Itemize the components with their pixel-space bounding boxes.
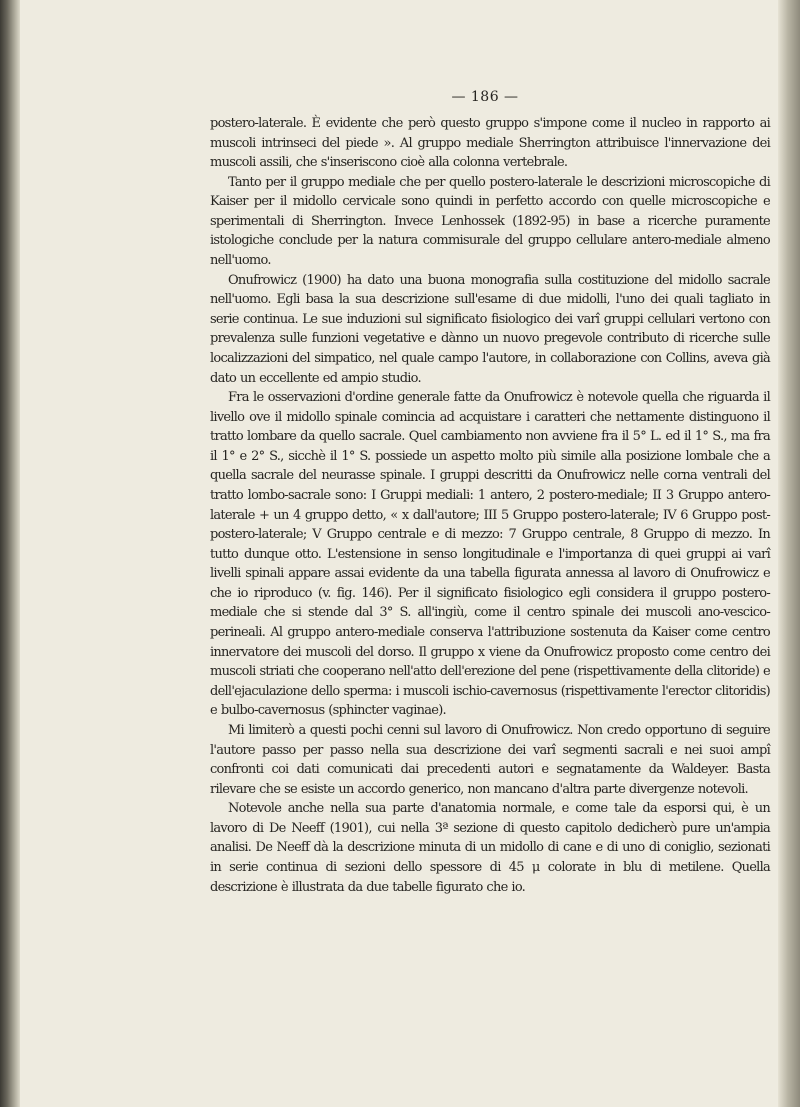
paragraph-3: Onufrowicz (1900) ha dato una buona monografia sulla costituzione del midollo sacrale nell'uomo. Egli basa la sua descrizione sull'esame di due midolli, l'uno dei quali tagliato in serie continua. Le sue induzioni sul significato fisiologico dei varî gruppi cellulari vertono con prevalenza sulle funzioni vegetative e dànno un nuovo pregevole contributo di ricerche sulle localizzazioni del simpatico, nel quale campo l'autore, in collaborazione con Collins, aveva già dato un eccellente ed ampio studio.	[210, 272, 770, 386]
paragraph-2: Tanto per il gruppo mediale che per quello postero-laterale le descrizioni microscopiche di Kaiser per il midollo cervicale sono quindi in perfetto accordo con quelle microscopiche e sperimentali di Sherrington. Invece Lenhossek (1892-95) in base a ricerche puramente istologiche conclude per la natura commisurale del gruppo cellulare antero-mediale almeno nell'uomo.	[210, 174, 770, 269]
paragraph-5: Mi limiterò a questi pochi cenni sul lavoro di Onufrowicz. Non credo opportuno di seguire l'autore passo per passo nella sua descrizione dei varî segmenti sacrali e nei suoi ampî confronti coi dati comunicati dai precedenti autori e segnatamente da Waldeyer. Basta rilevare che se esiste un accordo generico, non mancano d'altra parte divergenze notevoli.	[210, 722, 770, 797]
body-text	[210, 114, 770, 897]
book-binding-shadow	[0, 0, 20, 1107]
paragraph-6: Notevole anche nella sua parte d'anatomia normale, e come tale da esporsi qui, è un lavoro di De Neeff (1901), cui nella 3ª sezione di questo capitolo dedicherò pure un'ampia analisi. De Neeff dà la descrizione minuta di un midollo di cane e di uno di coniglio, sezionati in serie continua di sezioni dello spessore di 45 μ colorate in blu di metilene. Quella descrizione è illustrata da due tabelle figurato che io.	[210, 801, 770, 895]
page-edge-shadow	[778, 0, 800, 1107]
page-number: — 186 —	[451, 89, 519, 105]
paragraph-4: Fra le osservazioni d'ordine generale fatte da Onufrowicz è notevole quella che riguarda il livello ove il midollo spinale comincia ad acquistare i caratteri che nettamente distinguono il tratto lombare da quello sacrale. Quel cambiamento non avviene fra il 5° L. ed il 1° S., ma fra il 1° e 2° S., sicchè il 1° S. possiede un aspetto molto più simile alla posizione lombale che a quella sacrale del neurasse spinale. I gruppi descritti da Onufrowicz nelle corna ventrali del tratto lombo-sacrale sono: I Gruppi mediali: 1 antero, 2 postero-mediale; II 3 Gruppo antero-laterale + un 4 gruppo detto, « x dall'autore; III 5 Gruppo postero-laterale; IV 6 Gruppo post-postero-laterale; V Gruppo centrale e di mezzo: 7 Gruppo centrale, 8 Gruppo di mezzo. In tutto dunque otto. L'estensione in senso longitudinale e l'importanza di quei gruppi ai varî livelli spinali appare assai evidente da una tabella figurata annessa al lavoro di Onufrowicz e che io riproduco (v. fig. 146). Per il significato fisiologico egli considera il gruppo postero-mediale che si stende dal 3° S. all'ingiù, come il centro spinale dei muscoli ano-vescico-perineali. Al gruppo antero-mediale conserva l'attribuzione sostenuta da Kaiser come centro innervatore dei muscoli del dorso. Il gruppo x viene da Onufrowicz proposto come centro dei muscoli striati che cooperano nell'atto dell'erezione del pene (rispettivamente della clitoride) e dell'ejaculazione dello sperma: i muscoli ischio-cavernosus (rispettivamente l'erector clitoridis) e bulbo-cavernosus (sphincter vaginae).	[210, 390, 770, 719]
paragraph-1: postero-laterale. È evidente che però questo gruppo s'impone come il nucleo in rapporto ai muscoli intrinseci del piede ». Al gruppo mediale Sherrington attribuisce l'innervazione dei muscoli assili, che s'inseriscono cioè alla colonna vertebrale.	[210, 116, 770, 171]
book-page	[210, 88, 770, 1088]
